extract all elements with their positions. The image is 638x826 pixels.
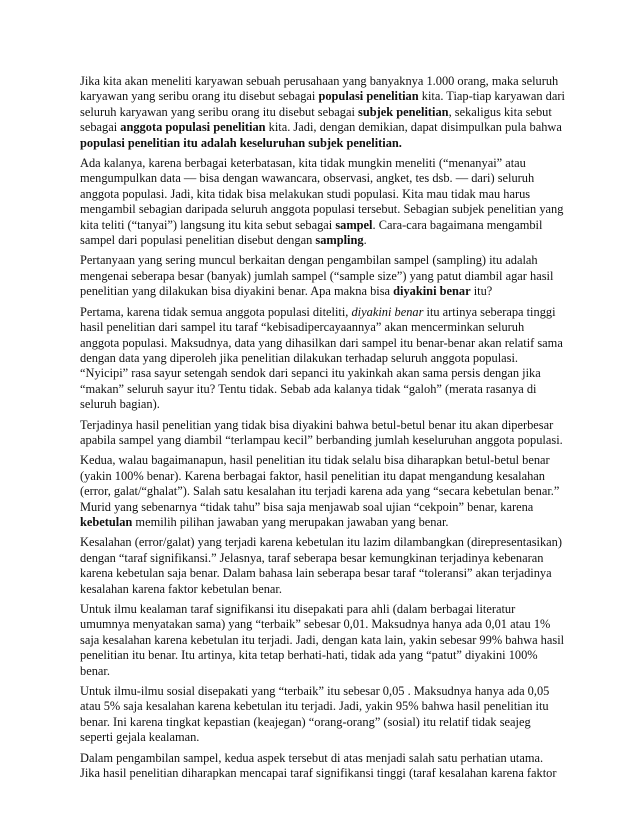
paragraph-7 <box>80 535 566 597</box>
paragraph-5 <box>80 418 566 449</box>
text-run: kita. Jadi, dengan demikian, dapat disimpulkan pula bahwa <box>265 120 562 135</box>
bold-term: kebetulan <box>80 514 133 529</box>
text-run: Pertanyaan yang sering muncul berkaitan dengan pengambilan sampel (sampling) itu adalah mengenai seberapa besar (banyak) jumlah sampel (“sample size”) yang patut diambil agar hasil penelitian yang dilakukan bisa diyakini benar. Apa makna bisa <box>80 253 554 299</box>
text-run: Terjadinya hasil penelitian yang tidak bisa diyakini bahwa betul-betul benar itu akan diperbesar apabila sampel yang diambil “terlampau kecil” berbanding jumlah keseluruhan anggota populasi. <box>80 417 563 447</box>
text-run: Untuk ilmu kealaman taraf signifikansi itu disepakati para ahli (dalam berbagai literatur umumnya menyatakan sama) yang “terbaik” sebesar 0,01. Maksudnya hanya ada 0,01 atau 1% saja kesalahan karena kebetulan itu terjadi. Jadi, dengan kata lain, yakin sebesar 99% bahwa hasil penelitian itu benar. Itu artinya, kita tetap berhati-hati, tidak ada yang “patut” diyakini 100% benar. <box>80 602 565 678</box>
paragraph-3 <box>80 253 566 299</box>
bold-term: populasi penelitian <box>318 89 419 104</box>
text-run: . Cara-cara bagaimana mengambil sampel dari populasi penelitian disebut dengan <box>80 217 543 248</box>
text-run: Untuk ilmu-ilmu sosial disepakati yang “terbaik” itu sebesar 0,05 . Maksudnya hanya ada 0,05 atau 5% saja kesalahan karena kebetulan itu terjadi. Jadi, yakin 95% bahwa hasil penelitian itu benar. Ini karena tingkat kepastian (keajegan) “orang-orang” (sosial) itu relatif tidak seajeg seperti gejala kealaman. <box>80 684 550 745</box>
paragraph-10 <box>80 751 566 782</box>
paragraph-9 <box>80 684 566 746</box>
paragraph-1 <box>80 74 566 151</box>
text-run: Kedua, walau bagaimanapun, hasil penelitian itu tidak selalu bisa diharapkan betul-betul benar (yakin 100% benar). Karena berbagai faktor, hasil penelitian itu dapat mengandung kesalahan (error, galat/“ghalat”). Salah satu kesalahan itu terjadi karena ada yang “secara kebetulan benar.” Murid yang sebenarnya “tidak tahu” bisa saja menjawab soal ujian “cekpoin” benar, karena <box>80 453 560 514</box>
italic-term: diyakini benar <box>351 304 424 319</box>
text-run: memilih pilihan jawaban yang merupakan jawaban yang benar. <box>132 514 449 529</box>
text-run: itu? <box>470 284 493 299</box>
bold-term: diyakini benar <box>393 284 471 299</box>
text-run: , sekaligus kita sebut sebagai <box>80 104 552 135</box>
document-page <box>80 74 566 786</box>
paragraph-2 <box>80 156 566 248</box>
text-run: Jika kita akan meneliti karyawan sebuah perusahaan yang banyaknya 1.000 orang, maka seluruh karyawan yang seribu orang itu disebut sebagai <box>80 74 559 104</box>
text-run: Kesalahan (error/galat) yang terjadi karena kebetulan itu lazim dilambangkan (direpresentasikan) dengan “taraf signifikansi.” Jelasnya, taraf seberapa besar kemungkinan terjadinya kebenaran karena kebetulan saja benar. Dalam bahasa lain seberapa besar taraf “toleransi” akan terjadinya kesalahan karena faktor kebetulan benar. <box>80 535 562 596</box>
text-run: itu artinya seberapa tinggi hasil penelitian dari sampel itu taraf “kebisadipercayaannya” akan mencerminkan seluruh anggota populasi. Maksudnya, data yang dihasilkan dari sampel itu benar-benar akan relatif sama dengan data yang diperoleh jika penelitian dilakukan terhadap seluruh anggota populasi. “Nyicipi” rasa sayur setengah sendok dari sepanci itu yakinkah akan sama persis dengan jika “makan” seluruh sayur itu? Tentu tidak. Sebab ada kalanya tidak “galoh” (merata rasanya di seluruh bagian). <box>80 304 563 412</box>
paragraph-6 <box>80 453 566 530</box>
text-run: . <box>363 233 367 248</box>
text-run: Dalam pengambilan sampel, kedua aspek tersebut di atas menjadi salah satu perhatian utama. Jika hasil penelitian diharapkan mencapai taraf signifikansi tinggi (taraf kesalahan karena faktor <box>80 750 557 781</box>
bold-term: subjek penelitian <box>358 104 449 119</box>
bold-term: sampling <box>315 233 364 248</box>
bold-term: anggota populasi penelitian <box>120 120 266 135</box>
text-run: Ada kalanya, karena berbagai keterbatasan, kita tidak mungkin meneliti (“menanyai” atau mengumpulkan data — bisa dengan wawancara, observasi, angket, tes dsb. — dari) seluruh anggota populasi. Jadi, kita tidak bisa melakukan studi populasi. Kita mau tidak mau harus mengambil sebagian daripada seluruh anggota populasi tersebut. Sebagian subjek penelitian yang kita teliti (“tanyai”) langsung itu kita sebut sebagai <box>80 156 564 232</box>
text-run: kita. Tiap-tiap karyawan dari seluruh karyawan yang seribu orang itu disebut sebagai <box>80 89 565 119</box>
paragraph-8 <box>80 602 566 679</box>
bold-term: sampel <box>335 217 373 232</box>
bold-term: populasi penelitian itu adalah keseluruhan subjek penelitian. <box>80 135 402 150</box>
text-run: Pertama, karena tidak semua anggota populasi diteliti, <box>80 304 352 319</box>
paragraph-4 <box>80 305 566 413</box>
